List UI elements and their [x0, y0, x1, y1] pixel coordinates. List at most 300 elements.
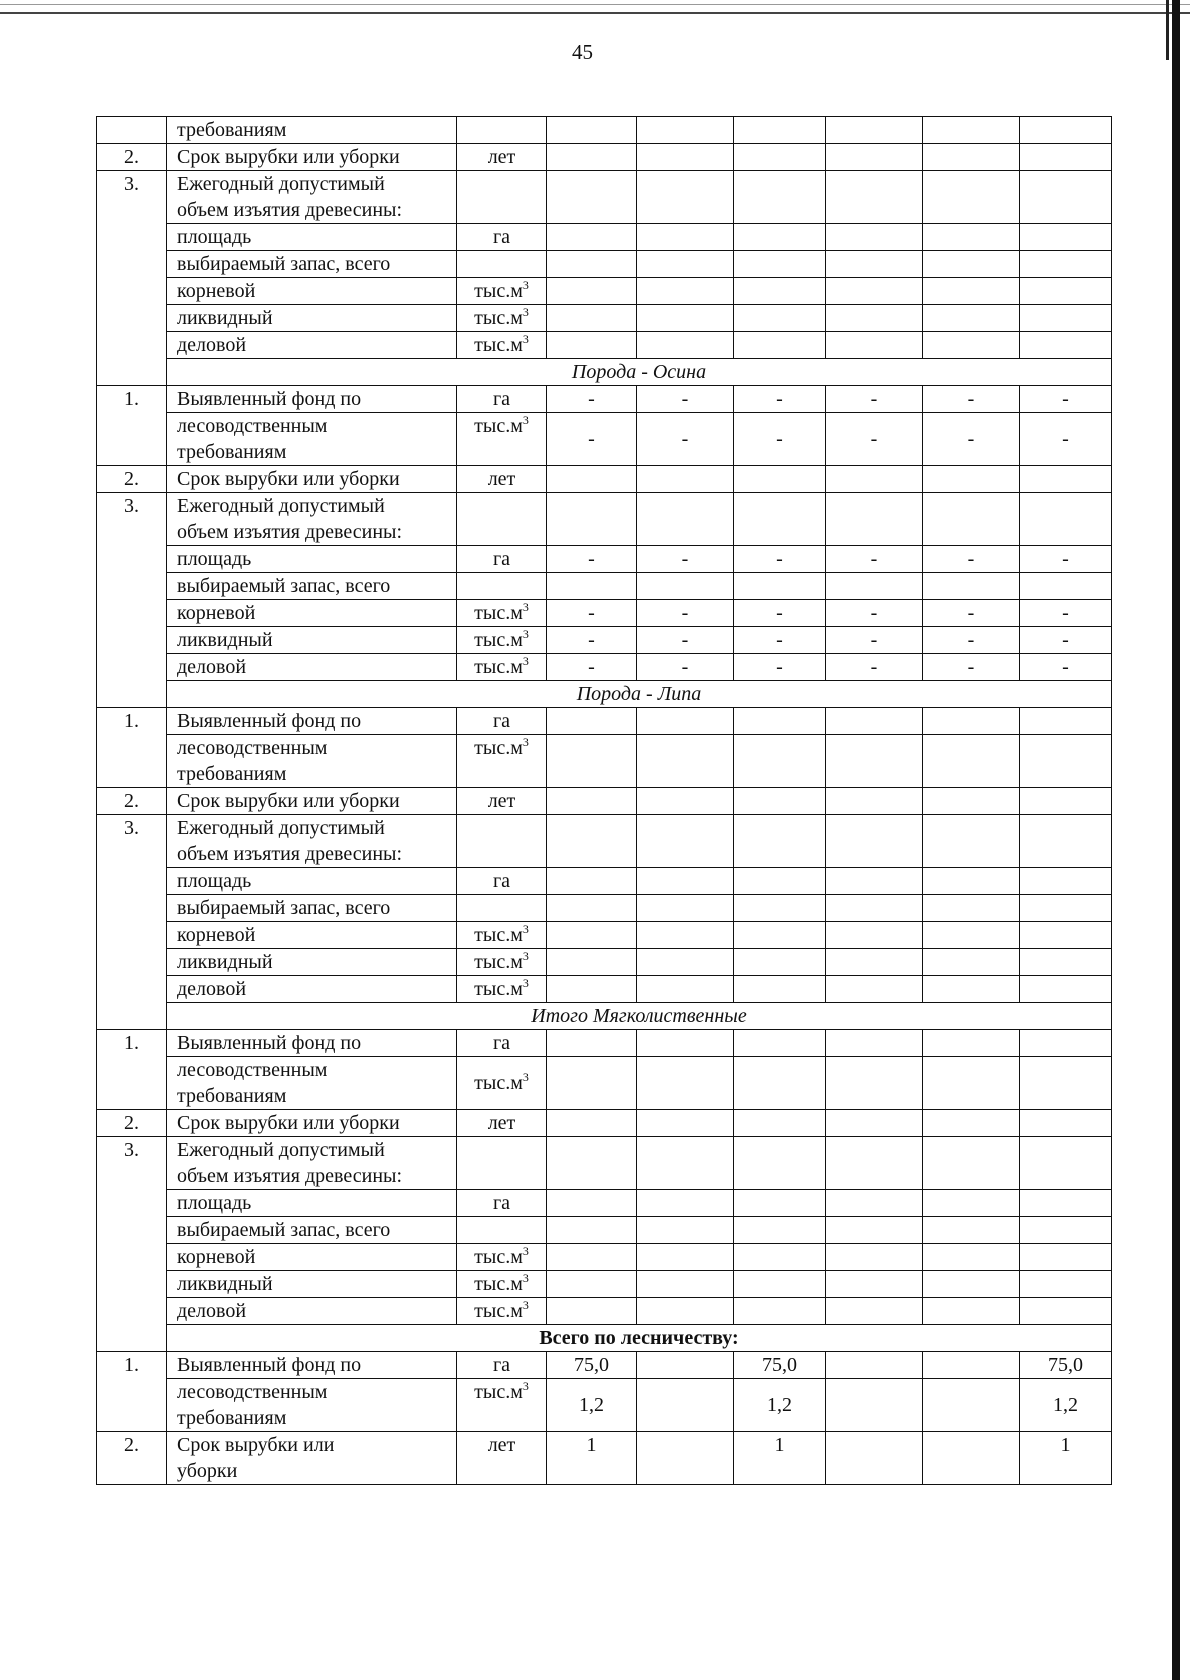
table-cell: Ежегодный допустимый — [167, 493, 457, 520]
table-cell — [1020, 144, 1112, 171]
table-cell: лет — [457, 466, 547, 493]
table-cell — [1020, 573, 1112, 600]
unit-text: тыс.м — [474, 1273, 523, 1295]
table-cell: 1. — [97, 708, 167, 788]
table-cell — [547, 224, 637, 251]
table-cell — [637, 251, 734, 278]
table-cell — [1020, 788, 1112, 815]
table-row — [97, 922, 1112, 949]
table-cell: - — [547, 546, 637, 573]
table-cell — [826, 895, 923, 922]
table-cell — [547, 117, 637, 144]
table-cell: объем изъятия древесины: — [167, 197, 457, 224]
table-row — [97, 332, 1112, 359]
table-cell: лесоводственным — [167, 1379, 457, 1406]
table-cell — [637, 1244, 734, 1271]
table-cell — [457, 413, 547, 466]
table-cell — [826, 1244, 923, 1271]
unit-superscript: 3 — [522, 654, 529, 668]
unit-text: тыс.м — [474, 602, 523, 624]
table-cell: - — [637, 386, 734, 413]
table-cell — [1020, 868, 1112, 895]
table-cell: требованиям — [167, 439, 457, 466]
table-cell: Срок вырубки или — [167, 1432, 457, 1459]
table-cell — [734, 895, 826, 922]
table-cell — [457, 251, 547, 278]
table-cell: корневой — [167, 922, 457, 949]
table-cell: - — [923, 600, 1020, 627]
table-cell — [637, 1110, 734, 1137]
table-cell — [637, 788, 734, 815]
table-cell — [826, 332, 923, 359]
table-row — [97, 386, 1112, 413]
table-row — [97, 654, 1112, 681]
table-cell: - — [734, 654, 826, 681]
table-cell — [637, 895, 734, 922]
table-cell — [1020, 466, 1112, 493]
table-cell — [547, 868, 637, 895]
table-row — [97, 1057, 1112, 1084]
table-cell: Порода - Липа — [167, 681, 1112, 708]
table-cell — [637, 815, 734, 868]
table-cell — [923, 815, 1020, 868]
table-cell: требованиям — [167, 1405, 457, 1432]
table-cell — [547, 1110, 637, 1137]
table-cell — [1020, 117, 1112, 144]
unit-superscript: 3 — [522, 976, 529, 990]
table-cell — [826, 171, 923, 224]
table-cell — [637, 1030, 734, 1057]
table-cell: ликвидный — [167, 627, 457, 654]
unit-text: тыс.м — [474, 334, 523, 356]
section-header-total — [97, 1325, 1112, 1352]
table-cell — [734, 1190, 826, 1217]
table-cell — [547, 466, 637, 493]
table-cell: - — [1020, 600, 1112, 627]
unit-superscript: 3 — [522, 305, 529, 319]
table-cell — [826, 251, 923, 278]
table-cell — [1020, 815, 1112, 868]
table-cell — [637, 332, 734, 359]
table-cell — [457, 117, 547, 144]
table-cell — [734, 1030, 826, 1057]
table-cell — [637, 949, 734, 976]
table-cell — [457, 573, 547, 600]
table-cell — [1020, 1271, 1112, 1298]
table-cell: 1. — [97, 1352, 167, 1432]
table-cell — [547, 949, 637, 976]
table-cell: деловой — [167, 1298, 457, 1325]
table-row — [97, 788, 1112, 815]
table-cell — [637, 1352, 734, 1379]
table-cell: лет — [457, 144, 547, 171]
unit-text: тыс.м — [474, 951, 523, 973]
table-cell — [734, 251, 826, 278]
table-row — [97, 1352, 1112, 1379]
table-cell: - — [1020, 654, 1112, 681]
table-cell: Итого Мягколиственные — [167, 1003, 1112, 1030]
table-row — [97, 278, 1112, 305]
table-cell — [457, 600, 547, 627]
table-cell — [826, 466, 923, 493]
table-cell — [923, 788, 1020, 815]
table-cell — [457, 1379, 547, 1432]
table-cell: - — [734, 413, 826, 466]
table-cell — [547, 1244, 637, 1271]
table-cell — [923, 573, 1020, 600]
table-cell: Выявленный фонд по — [167, 708, 457, 735]
table-cell — [826, 735, 923, 788]
table-cell — [826, 922, 923, 949]
table-cell — [734, 922, 826, 949]
table-cell: 3. — [97, 1137, 167, 1352]
table-cell: га — [457, 224, 547, 251]
table-cell: га — [457, 868, 547, 895]
table-cell — [457, 735, 547, 788]
table-cell — [1020, 305, 1112, 332]
table-cell — [547, 144, 637, 171]
table-cell — [1020, 895, 1112, 922]
table-cell — [826, 1190, 923, 1217]
table-cell: требованиям — [167, 117, 457, 144]
unit-text: тыс.м — [474, 1072, 523, 1094]
table-cell: деловой — [167, 654, 457, 681]
table-cell — [734, 466, 826, 493]
table-cell: площадь — [167, 868, 457, 895]
unit-superscript: 3 — [522, 735, 529, 749]
table-cell — [923, 332, 1020, 359]
table-row — [97, 546, 1112, 573]
table-cell — [547, 895, 637, 922]
unit-superscript: 3 — [522, 1379, 529, 1393]
table-cell: Срок вырубки или уборки — [167, 788, 457, 815]
page-number: 45 — [572, 40, 593, 64]
table-row — [97, 1298, 1112, 1325]
table-cell — [734, 788, 826, 815]
table-cell — [826, 815, 923, 868]
table-cell — [547, 251, 637, 278]
table-cell: площадь — [167, 224, 457, 251]
table-row — [97, 627, 1112, 654]
table-cell — [637, 117, 734, 144]
table-cell: 1 — [1020, 1432, 1112, 1485]
table-row — [97, 573, 1112, 600]
table-cell — [637, 171, 734, 224]
table-cell — [637, 573, 734, 600]
table-cell — [826, 1352, 923, 1379]
table-cell — [826, 278, 923, 305]
table-cell — [734, 144, 826, 171]
table-cell — [923, 1271, 1020, 1298]
table-cell: Всего по лесничеству: — [167, 1325, 1112, 1352]
table-cell — [637, 1057, 734, 1110]
unit-text: тыс.м — [474, 656, 523, 678]
table-cell: Выявленный фонд по — [167, 386, 457, 413]
table-cell — [547, 493, 637, 546]
table-cell: выбираемый запас, всего — [167, 895, 457, 922]
table-cell — [923, 466, 1020, 493]
table-cell — [457, 493, 547, 546]
table-cell — [637, 1217, 734, 1244]
table-cell — [1020, 493, 1112, 546]
table-cell: лет — [457, 1432, 547, 1485]
table-row — [97, 1110, 1112, 1137]
table-cell — [547, 171, 637, 224]
table-cell — [547, 332, 637, 359]
unit-superscript: 3 — [522, 1298, 529, 1312]
table-cell: корневой — [167, 278, 457, 305]
table-cell — [923, 1110, 1020, 1137]
table-cell: - — [826, 627, 923, 654]
table-cell — [637, 224, 734, 251]
table-cell: га — [457, 1030, 547, 1057]
table-cell: лет — [457, 788, 547, 815]
table-cell: - — [923, 413, 1020, 466]
table-cell: га — [457, 546, 547, 573]
table-cell — [547, 305, 637, 332]
table-cell: 1,2 — [547, 1379, 637, 1432]
table-cell — [547, 1271, 637, 1298]
table-cell: - — [637, 627, 734, 654]
table-cell: уборки — [167, 1458, 457, 1485]
table-row — [97, 1137, 1112, 1164]
table-cell — [457, 1244, 547, 1271]
table-row — [97, 251, 1112, 278]
table-cell — [1020, 1057, 1112, 1110]
table-cell: деловой — [167, 332, 457, 359]
table-cell — [734, 735, 826, 788]
table-cell — [734, 1217, 826, 1244]
table-cell — [1020, 278, 1112, 305]
table-cell — [923, 144, 1020, 171]
table-row — [97, 144, 1112, 171]
table-cell — [826, 949, 923, 976]
table-cell — [1020, 1244, 1112, 1271]
table-cell: 2. — [97, 466, 167, 493]
table-cell: выбираемый запас, всего — [167, 573, 457, 600]
table-cell: - — [547, 627, 637, 654]
table-cell: 75,0 — [1020, 1352, 1112, 1379]
table-cell — [734, 1110, 826, 1137]
table-cell — [826, 305, 923, 332]
table-cell: га — [457, 1190, 547, 1217]
table-row — [97, 949, 1112, 976]
unit-superscript: 3 — [522, 413, 529, 427]
table-cell — [734, 1271, 826, 1298]
table-cell: - — [1020, 413, 1112, 466]
table-cell — [637, 735, 734, 788]
unit-text: тыс.м — [474, 280, 523, 302]
table-cell — [826, 708, 923, 735]
table-cell — [734, 224, 826, 251]
table-cell — [457, 1057, 547, 1110]
table-cell: Выявленный фонд по — [167, 1030, 457, 1057]
table-cell — [923, 708, 1020, 735]
table-cell — [457, 949, 547, 976]
table-cell — [637, 708, 734, 735]
table-cell: лесоводственным — [167, 735, 457, 762]
table-row — [97, 1030, 1112, 1057]
table-row — [97, 600, 1112, 627]
table-cell: площадь — [167, 546, 457, 573]
table-row — [97, 895, 1112, 922]
table-cell — [457, 976, 547, 1003]
table-cell: выбираемый запас, всего — [167, 1217, 457, 1244]
table-cell: - — [637, 654, 734, 681]
table-cell: ликвидный — [167, 305, 457, 332]
table-cell — [457, 922, 547, 949]
table-cell — [637, 305, 734, 332]
table-cell — [637, 1379, 734, 1432]
table-cell — [923, 1057, 1020, 1110]
table-cell — [457, 627, 547, 654]
table-cell — [547, 1217, 637, 1244]
table-cell — [547, 1137, 637, 1190]
table-cell: 2. — [97, 144, 167, 171]
scan-right-edge-mark — [1166, 0, 1169, 60]
table-cell — [457, 654, 547, 681]
table-cell — [547, 735, 637, 788]
unit-superscript: 3 — [522, 1271, 529, 1285]
table-row — [97, 708, 1112, 735]
table-cell: 75,0 — [734, 1352, 826, 1379]
table-cell — [1020, 1137, 1112, 1190]
table-row — [97, 1379, 1112, 1406]
table-row — [97, 305, 1112, 332]
table-row — [97, 117, 1112, 144]
table-cell: - — [826, 654, 923, 681]
table-cell — [734, 117, 826, 144]
table-cell — [637, 278, 734, 305]
table-cell — [637, 1432, 734, 1485]
table-cell — [734, 1057, 826, 1110]
unit-text: тыс.м — [474, 978, 523, 1000]
table-cell: 1 — [734, 1432, 826, 1485]
table-cell: 2. — [97, 1110, 167, 1137]
table-cell — [1020, 922, 1112, 949]
table-cell — [923, 1137, 1020, 1190]
table-cell — [923, 1030, 1020, 1057]
table-cell: га — [457, 708, 547, 735]
table-cell: 2. — [97, 1432, 167, 1485]
table-cell — [923, 117, 1020, 144]
table-cell — [923, 1217, 1020, 1244]
table-cell — [1020, 1110, 1112, 1137]
table-cell — [826, 573, 923, 600]
table-cell — [826, 1379, 923, 1432]
table-cell — [547, 815, 637, 868]
unit-superscript: 3 — [522, 600, 529, 614]
unit-text: тыс.м — [474, 415, 523, 437]
table-cell — [547, 1190, 637, 1217]
table-cell — [637, 1137, 734, 1190]
table-cell — [637, 1190, 734, 1217]
table-cell — [826, 788, 923, 815]
table-row — [97, 815, 1112, 842]
table-cell — [734, 573, 826, 600]
table-cell: 1. — [97, 1030, 167, 1110]
unit-superscript: 3 — [522, 922, 529, 936]
table-cell — [1020, 708, 1112, 735]
table-cell — [826, 224, 923, 251]
table-cell: Выявленный фонд по — [167, 1352, 457, 1379]
table-cell — [826, 1030, 923, 1057]
table-cell: - — [734, 386, 826, 413]
table-cell: 3. — [97, 171, 167, 386]
table-cell — [1020, 251, 1112, 278]
table-cell — [637, 868, 734, 895]
table-cell — [637, 922, 734, 949]
table-cell — [1020, 1030, 1112, 1057]
table-cell: - — [734, 627, 826, 654]
unit-superscript: 3 — [522, 1070, 529, 1084]
table-cell — [826, 1137, 923, 1190]
table-cell — [734, 868, 826, 895]
table-cell — [1020, 332, 1112, 359]
table-row — [97, 735, 1112, 762]
table-cell: - — [826, 386, 923, 413]
table-cell — [457, 171, 547, 224]
table-cell: Порода - Осина — [167, 359, 1112, 386]
unit-superscript: 3 — [522, 949, 529, 963]
table-cell — [547, 788, 637, 815]
table-cell — [1020, 171, 1112, 224]
table-cell — [734, 332, 826, 359]
table-cell — [1020, 1298, 1112, 1325]
table-cell: объем изъятия древесины: — [167, 519, 457, 546]
table-cell: га — [457, 1352, 547, 1379]
scan-right-edge — [1172, 0, 1180, 1680]
table-cell — [826, 976, 923, 1003]
table-cell — [734, 949, 826, 976]
table-cell: лесоводственным — [167, 1057, 457, 1084]
table-cell — [923, 1190, 1020, 1217]
table-cell — [923, 1244, 1020, 1271]
section-header-lipa — [97, 681, 1112, 708]
table-cell — [923, 305, 1020, 332]
table-cell: - — [923, 654, 1020, 681]
table-row — [97, 976, 1112, 1003]
table-cell — [457, 278, 547, 305]
table-cell: 2. — [97, 788, 167, 815]
table-cell — [923, 251, 1020, 278]
table-cell — [1020, 976, 1112, 1003]
table-row — [97, 1244, 1112, 1271]
table-cell — [923, 1432, 1020, 1485]
table-cell: лесоводственным — [167, 413, 457, 440]
table-cell: 3. — [97, 493, 167, 708]
table-cell — [734, 1244, 826, 1271]
table-cell — [547, 708, 637, 735]
table-cell: - — [1020, 546, 1112, 573]
table-cell — [547, 922, 637, 949]
table-cell: 1. — [97, 386, 167, 466]
table-cell — [97, 117, 167, 144]
table-cell — [734, 815, 826, 868]
table-cell: Ежегодный допустимый — [167, 1137, 457, 1164]
table-cell: - — [826, 600, 923, 627]
table-cell: требованиям — [167, 761, 457, 788]
table-cell: Ежегодный допустимый — [167, 815, 457, 842]
table-cell — [637, 1271, 734, 1298]
table-cell — [826, 868, 923, 895]
table-cell: - — [734, 546, 826, 573]
table-cell — [457, 815, 547, 868]
table-cell: - — [826, 546, 923, 573]
table-cell — [457, 1137, 547, 1190]
table-cell: - — [547, 386, 637, 413]
table-cell: корневой — [167, 600, 457, 627]
